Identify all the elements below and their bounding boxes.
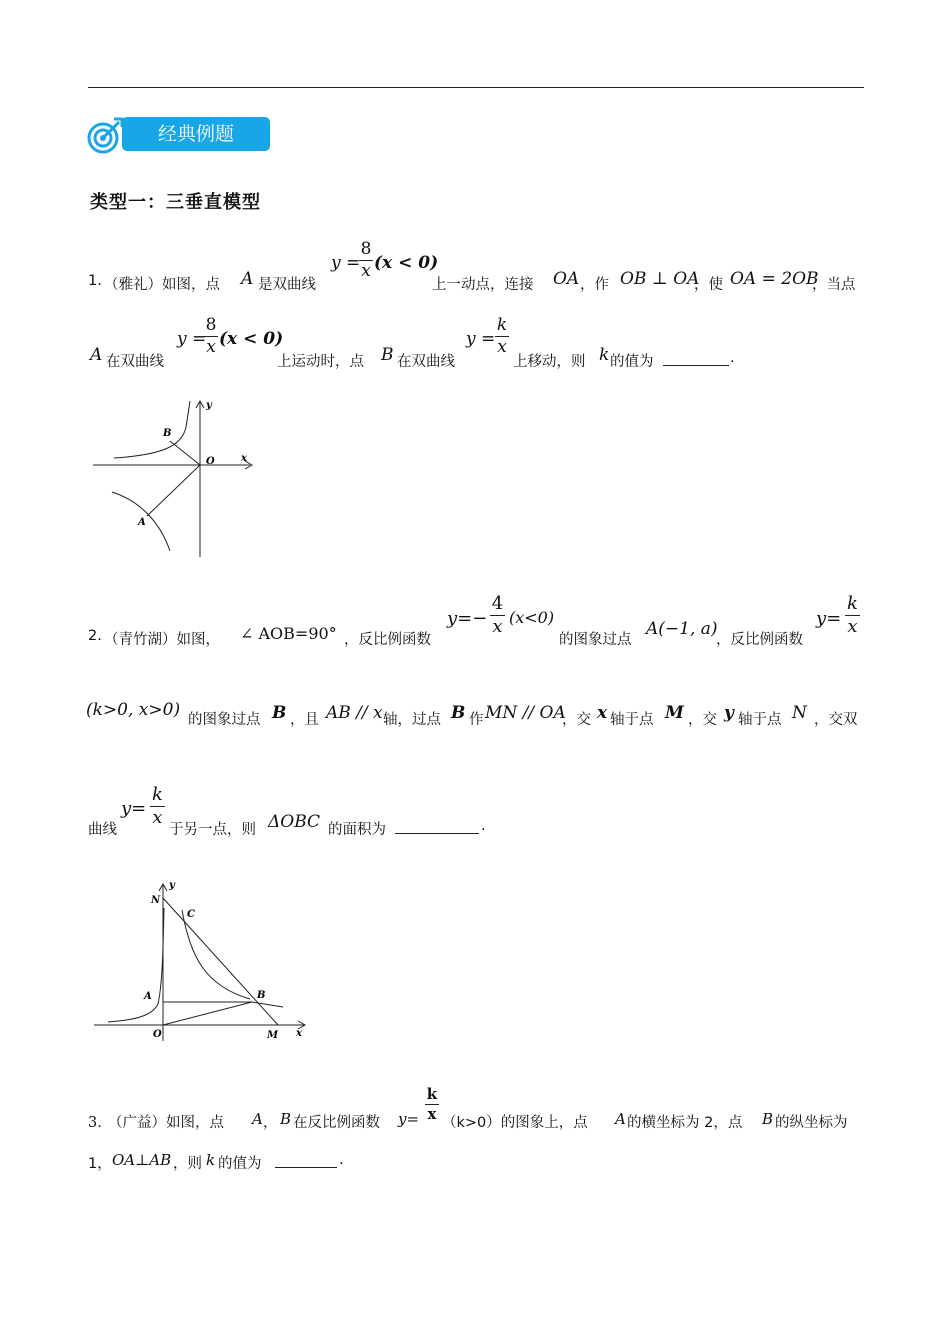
target-arrow-icon: [86, 115, 126, 155]
q2-f2-num: k: [847, 593, 858, 614]
q3-text-3: 在反比例函数: [293, 1115, 380, 1131]
q1-f3-frac: [495, 316, 509, 356]
q1-f1-den: x: [361, 260, 371, 281]
q1-text-1: 是双曲线: [258, 277, 316, 293]
q3-text-6: 的纵坐标为: [775, 1115, 848, 1131]
q2-figure: [90, 876, 320, 1046]
q2-f1-num: 4: [491, 593, 504, 614]
q3-end: .: [339, 1152, 344, 1168]
q2-text-14: 于另一点，则: [169, 822, 256, 838]
q1-fig-label-o: O: [206, 456, 215, 467]
q2-f3-num: k: [152, 784, 163, 805]
q2-mn-parallel: MN // OA: [485, 703, 566, 723]
q1-source: （雅礼）如图，点: [104, 277, 220, 293]
q2-text-1: ，反比例函数: [344, 632, 431, 648]
q3-line2-a: 1，: [88, 1156, 112, 1172]
q1-text-8: 在双曲线: [397, 354, 455, 370]
q2-fig-label-o: O: [153, 1029, 162, 1040]
q2-fig-label-x: x: [296, 1028, 302, 1039]
q3-answer-blank[interactable]: [275, 1151, 337, 1168]
q2-text-8: ，交: [562, 712, 591, 728]
header-rule: [88, 87, 864, 88]
q1-text-2: 上一动点，连接: [432, 277, 534, 293]
q2-point-n: N: [792, 703, 807, 723]
q1-text-7: 上运动时，点: [277, 354, 364, 370]
q2-point-b-2: B: [451, 703, 466, 723]
q2-fig-label-c: C: [187, 909, 195, 920]
q1-fig-label-y: y: [206, 400, 212, 411]
q3-k: k: [206, 1151, 216, 1169]
q1-f3-y: y =: [466, 329, 496, 349]
q2-fig-label-n: N: [151, 895, 161, 906]
q3-line2-d: 的值为: [218, 1156, 262, 1172]
q3-number: 3．: [88, 1115, 112, 1131]
q2-f2-y: y=: [816, 608, 842, 629]
q3-text-5: 的横坐标为 2，点: [627, 1115, 743, 1131]
q1-f1-y: y =: [331, 253, 361, 273]
q1-f2-cond: (x < 0): [219, 329, 284, 349]
q1-end: .: [730, 350, 735, 366]
q3-f-den: x: [427, 1104, 437, 1123]
q3-point-a-2: A: [615, 1110, 626, 1128]
badge-label: 经典例题: [122, 117, 270, 151]
q3-text-2: ，: [263, 1115, 278, 1131]
q2-text-4: 的图象过点: [188, 712, 261, 728]
q1-f1-frac: [359, 240, 373, 280]
q1-number: 1.: [88, 273, 102, 289]
q1-f1-cond: (x < 0): [374, 253, 439, 273]
q3-f-num: k: [426, 1085, 438, 1103]
q1-oa: OA: [553, 269, 580, 289]
q2-text-2: 的图象过点: [559, 632, 632, 648]
q2-text-6: 轴，过点: [383, 712, 441, 728]
q1-f3-num: k: [496, 315, 508, 335]
q1-text-4: ，使: [694, 277, 723, 293]
q3-f-frac: [425, 1086, 439, 1122]
q2-f1-frac: [490, 594, 505, 637]
q2-fig-label-m: M: [267, 1030, 279, 1041]
q3-text-4: （k>0）的图象上，点: [442, 1115, 588, 1131]
q2-text-9: 轴于点: [610, 712, 654, 728]
q1-figure: [90, 397, 260, 562]
q2-f3-frac: [150, 785, 165, 828]
q1-text-9: 上移动，则: [513, 354, 586, 370]
q2-text-3: ，反比例函数: [716, 632, 803, 648]
q2-cond-2: (k>0, x>0): [86, 700, 181, 720]
q1-text-3: ，作: [580, 277, 609, 293]
q1-text-10: 的值为: [610, 354, 654, 370]
q2-text-13: 曲线: [88, 822, 117, 838]
q2-point-b: B: [272, 703, 287, 723]
q1-f2-frac: [204, 316, 218, 356]
q1-point-b: B: [381, 345, 394, 365]
q2-end: .: [481, 818, 486, 834]
q2-y: y: [724, 703, 734, 723]
q2-text-15: 的面积为: [328, 822, 386, 838]
q2-fig-label-y: y: [169, 880, 175, 891]
q1-f2-den: x: [206, 336, 216, 357]
q2-point-m: M: [665, 703, 684, 723]
section-title: 类型一：三垂直模型: [90, 192, 261, 213]
q2-f3-den: x: [152, 806, 163, 828]
q2-fig-label-a: A: [144, 991, 152, 1002]
q2-x: x: [597, 703, 608, 723]
q1-f3-den: x: [497, 336, 507, 357]
q1-perp: OB ⊥ OA: [620, 269, 700, 289]
q2-text-11: 轴于点: [738, 712, 782, 728]
q1-answer-blank[interactable]: [663, 349, 729, 366]
q2-f2-frac: [845, 594, 860, 637]
q3-text-1: （广益）如图，点: [108, 1115, 224, 1131]
q3-perp: OA⊥AB: [112, 1151, 172, 1169]
q1-text-5: ，当点: [812, 277, 856, 293]
q1-f1-num: 8: [360, 239, 372, 259]
q2-angle: ∠ AOB=90°: [240, 624, 337, 643]
q2-f2-den: x: [847, 615, 858, 637]
q1-k: k: [599, 345, 610, 365]
q3-point-a: A: [252, 1110, 263, 1128]
q1-fig-label-a: A: [138, 517, 146, 528]
q2-triangle: ΔOBC: [268, 812, 321, 832]
q1-fig-label-b: B: [163, 428, 172, 439]
q2-number: 2.: [88, 628, 102, 644]
q2-f3-y: y=: [121, 798, 147, 819]
q3-line2-c: ，则: [173, 1156, 202, 1172]
q1-text-6: 在双曲线: [106, 354, 164, 370]
q2-ab-parallel: AB // x: [326, 703, 383, 723]
q2-point-a: A(−1, a): [646, 619, 718, 639]
q2-source: （青竹湖）如图，: [104, 632, 220, 648]
q3-f-y: y=: [398, 1110, 420, 1128]
q1-f2-num: 8: [205, 315, 217, 335]
q2-f1-cond: (x<0): [509, 608, 555, 627]
q2-fig-label-b: B: [257, 990, 266, 1001]
q3-point-b: B: [280, 1110, 292, 1128]
q1-eq: OA = 2OB: [730, 269, 819, 289]
q3-point-b-2: B: [762, 1110, 774, 1128]
q1-fig-label-x: x: [241, 453, 247, 464]
q1-point-a: A: [241, 269, 254, 289]
q2-text-10: ，交: [688, 712, 717, 728]
q2-text-12: ，交双: [814, 712, 858, 728]
q2-f1-y: y=−: [447, 608, 488, 629]
q2-text-7: 作: [469, 712, 484, 728]
q2-answer-blank[interactable]: [395, 817, 479, 834]
q1-line2-a: A: [90, 345, 103, 365]
q1-f2-y: y =: [177, 329, 207, 349]
q2-f1-den: x: [492, 615, 503, 637]
q2-text-5: ，且: [290, 712, 319, 728]
